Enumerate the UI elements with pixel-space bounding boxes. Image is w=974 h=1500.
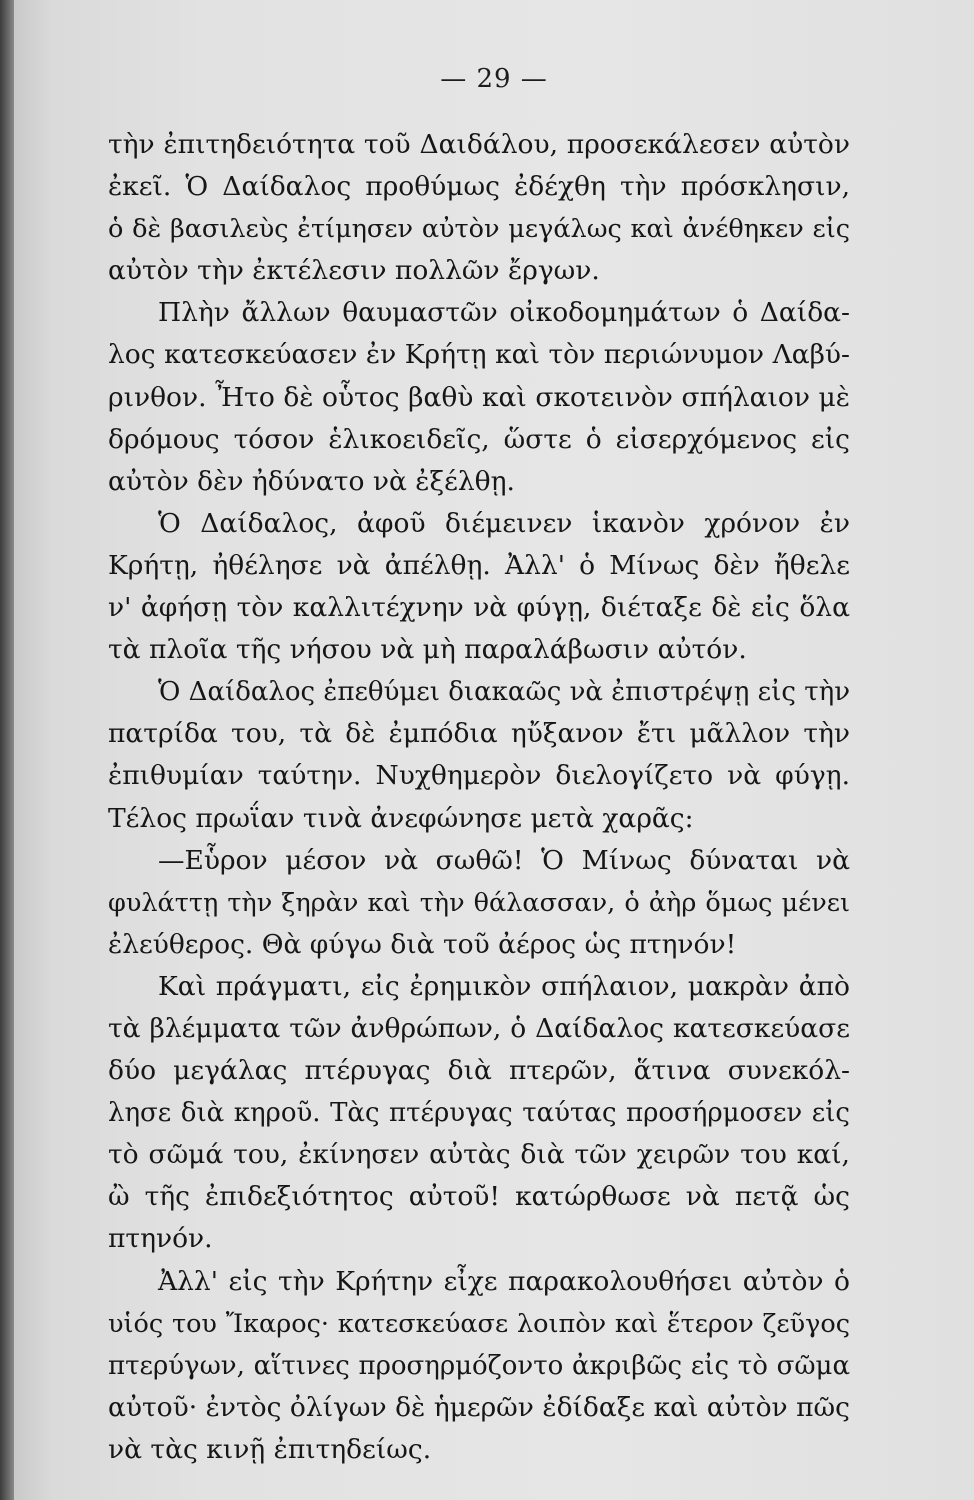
text-line: τὰ πλοῖα τῆς νήσου νὰ μὴ παραλάβωσιν αὐτόν.: [108, 634, 747, 666]
page-number: — 29 —: [440, 64, 548, 94]
text-line: —Εὗρον μέσον νὰ σωθῶ! Ὁ Μίνως δύναται νὰ: [158, 844, 850, 876]
text-line: φυλάττῃ τὴν ξηρὰν καὶ τὴν θάλασσαν, ὁ ἀὴρ ὅμως μένει: [108, 887, 850, 918]
text-line: πατρίδα του, τὰ δὲ ἐμπόδια ηὔξανον ἔτι μᾶλλον τὴν: [108, 718, 850, 750]
text-line: Ἀλλ' εἰς τὴν Κρήτην εἶχε παρακολουθήσει αὐτὸν ὁ: [158, 1265, 850, 1297]
text-line: αὐτοῦ· ἐντὸς ὀλίγων δὲ ἡμερῶν ἐδίδαξε καὶ αὐτὸν πῶς: [108, 1391, 850, 1423]
text-line: τὸ σῶμά του, ἐκίνησεν αὐτὰς διὰ τῶν χειρῶν του καί,: [108, 1139, 850, 1171]
text-line: Ὁ Δαίδαλος ἐπεθύμει διακαῶς νὰ ἐπιστρέψῃ εἰς τὴν: [158, 677, 850, 708]
text-line: τὰ βλέμματα τῶν ἀνθρώπων, ὁ Δαίδαλος κατεσκεύασε: [108, 1012, 850, 1044]
text-line: πτερύγων, αἵτινες προσηρμόζοντο ἀκριβῶς εἰς τὸ σῶμα: [108, 1350, 850, 1381]
text-line: αὐτὸν τὴν ἐκτέλεσιν πολλῶν ἔργων.: [108, 255, 600, 287]
text-line: λησε διὰ κηροῦ. Τὰς πτέρυγας ταύτας προσήρμοσεν εἰς: [108, 1098, 850, 1129]
text-line: ν' ἀφήσῃ τὸν καλλιτέχνην νὰ φύγῃ, διέταξε δὲ εἰς ὅλα: [108, 592, 850, 624]
text-line: ἐκεῖ. Ὁ Δαίδαλος προθύμως ἐδέχθη τὴν πρόσκλησιν,: [108, 171, 850, 203]
text-line: δύο μεγάλας πτέρυγας διὰ πτερῶν, ἅτινα συνεκόλ-: [108, 1055, 850, 1087]
text-line: δρόμους τόσον ἑλικοειδεῖς, ὥστε ὁ εἰσερχόμενος εἰς: [108, 423, 850, 455]
book-page: [14, 0, 974, 1500]
page-body-text: [108, 124, 850, 1471]
text-line: ἐπιθυμίαν ταύτην. Νυχθημερὸν διελογίζετο νὰ φύγῃ.: [108, 760, 850, 792]
text-line: ρινθον. Ἦτο δὲ οὗτος βαθὺ καὶ σκοτεινὸν σπήλαιον μὲ: [108, 381, 850, 413]
text-line: Πλὴν ἄλλων θαυμαστῶν οἰκοδομημάτων ὁ Δαίδα-: [158, 297, 850, 329]
text-line: Ὁ Δαίδαλος, ἀφοῦ διέμεινεν ἱκανὸν χρόνον ἐν: [158, 507, 850, 539]
text-line: ὁ δὲ βασιλεὺς ἐτίμησεν αὐτὸν μεγάλως καὶ ἀνέθηκεν εἰς: [108, 214, 850, 245]
text-line: Τέλος πρωΐαν τινὰ ἀνεφώνησε μετὰ χαρᾶς:: [108, 802, 694, 834]
text-line: πτηνόν.: [108, 1223, 213, 1255]
book-binding-shadow: [0, 0, 14, 1500]
text-line: νὰ τὰς κινῇ ἐπιτηδείως.: [108, 1433, 432, 1465]
text-line: αὐτὸν δὲν ἠδύνατο νὰ ἐξέλθῃ.: [108, 465, 515, 497]
text-line: Κρήτῃ, ἠθέλησε νὰ ἀπέλθῃ. Ἀλλ' ὁ Μίνως δὲν ἤθελε: [108, 549, 850, 581]
text-line: Καὶ πράγματι, εἰς ἐρημικὸν σπήλαιον, μακρὰν ἀπὸ: [158, 970, 850, 1002]
text-line: υἱός του Ἴκαρος· κατεσκεύασε λοιπὸν καὶ ἕτερον ζεῦγος: [108, 1308, 850, 1339]
text-line: λος κατεσκεύασεν ἐν Κρήτῃ καὶ τὸν περιώνυμον Λαβύ-: [108, 339, 850, 371]
text-line: ὢ τῆς ἐπιδεξιότητος αὐτοῦ! κατώρθωσε νὰ πετᾷ ὡς: [108, 1181, 850, 1213]
text-line: τὴν ἐπιτηδειότητα τοῦ Δαιδάλου, προσεκάλεσεν αὐτὸν: [108, 129, 850, 160]
text-line: ἐλεύθερος. Θὰ φύγω διὰ τοῦ ἀέρος ὡς πτηνόν!: [108, 928, 737, 960]
